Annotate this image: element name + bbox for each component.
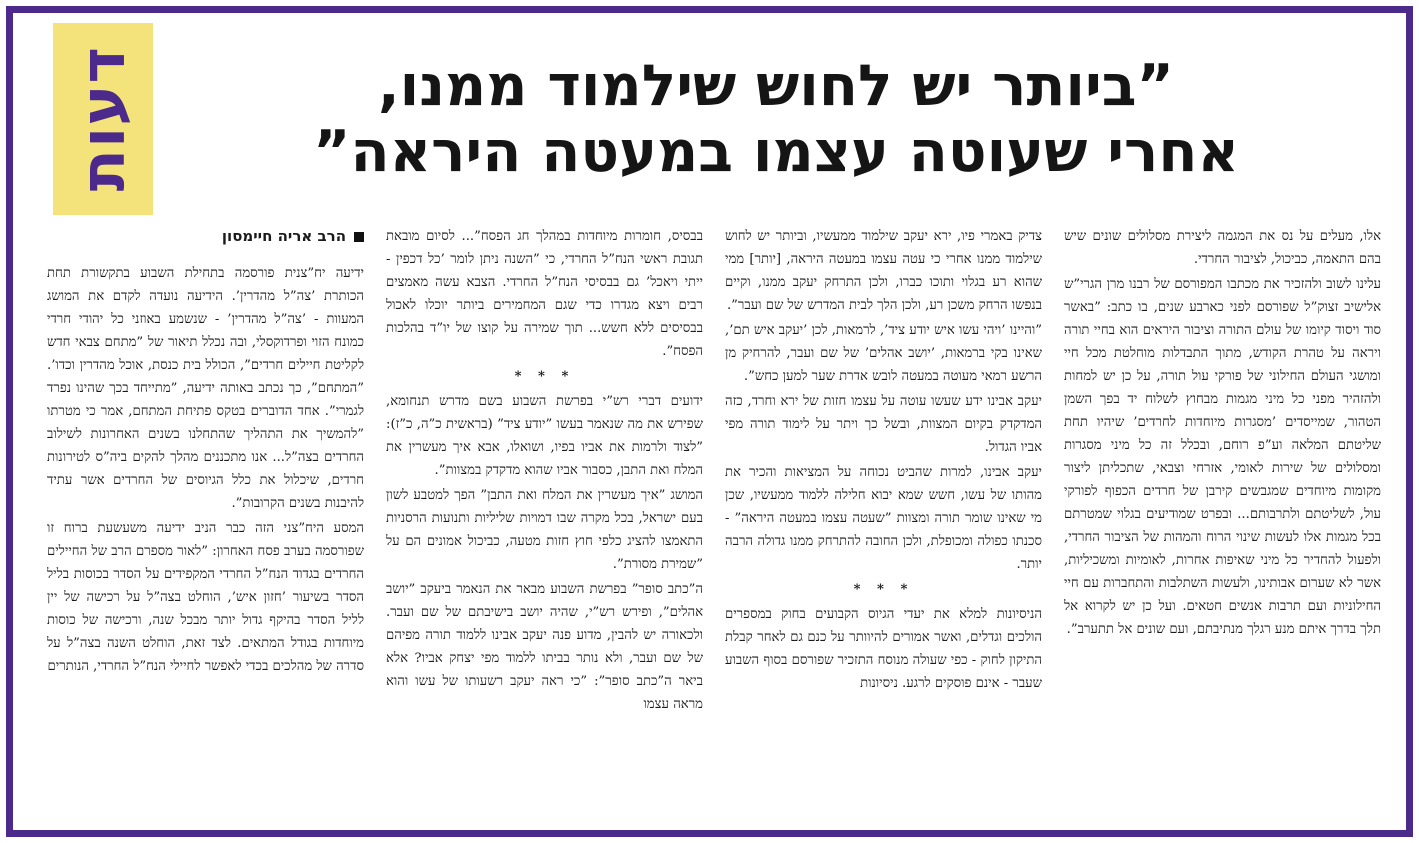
bullet-square-icon (354, 232, 364, 242)
paragraph: בבסיס, חומרות מיוחדות במהלך חג הפסח”... לסיום מובאת תגובת ראשי הנח”ל החרדי, כי ”השנה ניתן לומר ’כל דכפין - ייתי ויאכל’ גם בבסיסי הנח”ל החרדי. הצבא עשה מאמצים רבים ויצא מגדרו כדי שגם המחמירים ביותר יוכלו לאכול בבסיסים ללא חשש... תוך שמירה על קוצו של יו”ד בהלכות הפסח”. (386, 229, 703, 359)
page-frame (6, 6, 1413, 837)
paragraph: ה”כתב סופר” בפרשת השבוע מבאר את הנאמר ביעקב ”יושב אהלים”, ופירש רש”י, שהיה יושב בישיבתם של שם ועבר. ולכאורה יש להבין, מדוע פנה יעקב אבינו ללמוד תורה מפיהם של שם ועבר, ולא נותר בביתו ללמוד מפי יצחק אביו? אלא ביאר ה”כתב סופר”: ”כי ראה יעקב רשעותו של עשו והוא מראה עצמו (386, 582, 703, 712)
column-1 (47, 225, 364, 825)
section-tab (53, 23, 153, 215)
byline (47, 225, 364, 248)
section-separator: * * * (853, 582, 914, 597)
headline-line-1: ”ביותר יש לחוש שילמוד ממנו, (378, 53, 1174, 119)
section-separator: * * * (514, 369, 575, 384)
paragraph: ידועים דברי רש”י בפרשת השבוע בשם מדרש תנחומא, שפירש את מה שנאמר בעשו ”יודע ציד” (בראשית כ”ה, כ”ז): ”לצוד ולרמות את אביו בפיו, ושואלו, אבא איך מעשרין את המלח ואת התבן, כסבור אביו שהוא מדקדק במצוות”. (386, 394, 703, 478)
paragraph: יעקב אבינו ידע שעשו עוטה על עצמו חזות של ירא וחרד, כזה המדקדק בקיום המצוות, ובשל כך ויתר על לימוד תורה מפי אביו הגדול. (725, 394, 1042, 455)
headline (186, 53, 1366, 185)
column-4 (1064, 225, 1381, 825)
column-2 (386, 225, 703, 825)
paragraph: יעקב אבינו, למרות שהביט נכוחה על המציאות והכיר את מהותו של עשו, חשש שמא יבוא חלילה ללמוד ממעשיו, שכן מי שאינו שומר תורה ומצוות ”שעטה עצמו במעטה היראה” - סכנתו כפולה ומכופלת, ולכן החובה להתרחק ממנו גדולה הרבה יותר. (725, 465, 1042, 572)
paragraph: ידיעה יח”צנית פורסמה בתחילת השבוע בתקשורת תחת הכותרת ’צה”ל מהדרין’. הידיעה נועדה לקדם את המושג המעוות - ’צה”ל מהדרין’ - שנשמע באוזני כל יהודי חרדי כמונח הזוי ופרדוקסלי, ובה נכלל תיאור של ”מתחם צבאי חדש לקליטת חיילים חרדים”, הכולל בית כנסת, אוכל מהדרין וכדו’. ”המתחם”, כך נכתב באותה ידיעה, ”מתייחד בכך שהינו נפרד לגמרי”. אחד הדוברים בטקס פתיחת המתחם, אמר כי מטרתו ”להמשיך את התהליך שהתחלנו בשנים האחרונות לשילוב החרדים בצה”ל... אנו מתכננים מהלך להקים ביה”ס לטירונות חרדים, שיכלול את כלל הגיוסים של החרדים אשר עתיד להיבנות בשנים הקרובות”. (47, 266, 364, 511)
paragraph: עלינו לשוב ולהזכיר את מכתבו המפורסם של רבנו מרן הגרי”ש אלישיב זצוק”ל שפורסם לפני כארבע שנים, בו כתב: ”באשר סוד ויסוד קיומו של עולם התורה וציבור היראים הוא בחיי תורה ויראה על טהרת הקודש, מתוך התבדלות מוחלטת מכל חיי ומושגי העולם החילוני של פורקי עול תורה, על כן יש למחות ולהזהיר מפני כל מיני מגמות מבחוץ לשלוח יד בפך השמן הטהור, שמייסדים ’מסגרות מיוחדות לחרדים’ שיהיו תחת שליטתם המלאה וע”פ רוחם, ובכלל זה כל מיני מסגרות ומסלולים של שירות לאומי, אזרחי וצבאי, שתכליתן ליצור מקומות מיוחדים שמגבשים קירבן של חרדים הכפוף לפורקי עול, לשליטתם ולתרבותם... ובפרט שמודיעים בגלוי שמטרתם בכל מגמות אלו לעשות שינוי הרוח והמהות של הציבור החרדי, ולפעול להחדיר כל מיני שאיפות אחרות, לאומיות ומשכיליות, אשר לא שערום אבותינו, ולעשות השתלבות והתחברות עם חיי החילוניות ועם תרבות אנשים חטאים. ועל כן יש לקרוא אל תלך בדרך איתם מנע רגלך מנתיבתם, ועם שונים אל תתערב”. (1064, 277, 1381, 637)
headline-line-2: אחרי שעוטה עצמו במעטה היראה” (313, 119, 1239, 185)
article-body (47, 225, 1387, 825)
paragraph: ”והיינו ’ויהי עשו איש יודע ציד’, לרמאות, לכן ’יעקב איש תם’, שאינו בקי ברמאות, ’יושב אהלים’ של שם ועבר, להרחיק מן הרשע רמאי מעוטה במעטה לובש אדרת שער למען כחש”. (725, 323, 1042, 384)
paragraph: אלו, מעלים על נס את המגמה ליצירת מסלולים שונים שיש בהם התאמה, כביכול, לציבור החרדי. (1064, 229, 1381, 267)
section-label: דעות (66, 46, 139, 192)
paragraph: הניסיונות למלא את יעדי הגיוס הקבועים בחוק במספרים הולכים וגדלים, ואשר אמורים להיוותר על כנם גם לאחר קבלת התיקון לחוק - כפי שעולה מנוסח התזכיר שפורסם בסוף השבוע שעבר - אינם פוסקים לרגע. ניסיונות (725, 607, 1042, 691)
column-3 (725, 225, 1042, 825)
author-name: הרב אריה חיימסון (221, 227, 346, 245)
paragraph: המסע היח”צני הזה כבר הניב ידיעה משעשעת ברוח זו שפורסמה בערב פסח האחרון: ”לאור מספרם הרב של החיילים החרדים בגדוד הנח”ל החרדי המקפידים על הסדר בכוסות בליל הסדר בשיעור ’חזון איש’, הוחלט בצה”ל על רכישה של יין לליל הסדר בהיקף גדול יותר מבכל שנה, ורכישה של כוסות מיוחדות בגודל המתאים. לצד זאת, הוחלט השנה בצה”ל על סדרה של מהלכים בכדי לאפשר לחיילי הנח”ל החרדי, הנותרים (47, 521, 364, 674)
paragraph: המושג ”איך מעשרין את המלח ואת התבן” הפך למטבע לשון בעם ישראל, בכל מקרה שבו דמויות שליליות ותנועות הרסניות התאמצו להציג כלפי חוץ חזות מטעה, כביכול אמונים הם על ”שמירת מסורת”. (386, 488, 703, 572)
paragraph: צדיק באמרי פיו, ירא יעקב שילמוד ממעשיו, וביותר יש לחוש שילמוד ממנו אחרי כי עטה עצמו במעטה היראה, [יותר] ממי שהוא רע בגלוי ותוכו כברו, ולכן התרחק יעקב ממנו, וקיים בנפשו הרחק משכן רע, ולכן הלך לבית המדרש של שם ועבר”. (725, 229, 1042, 313)
